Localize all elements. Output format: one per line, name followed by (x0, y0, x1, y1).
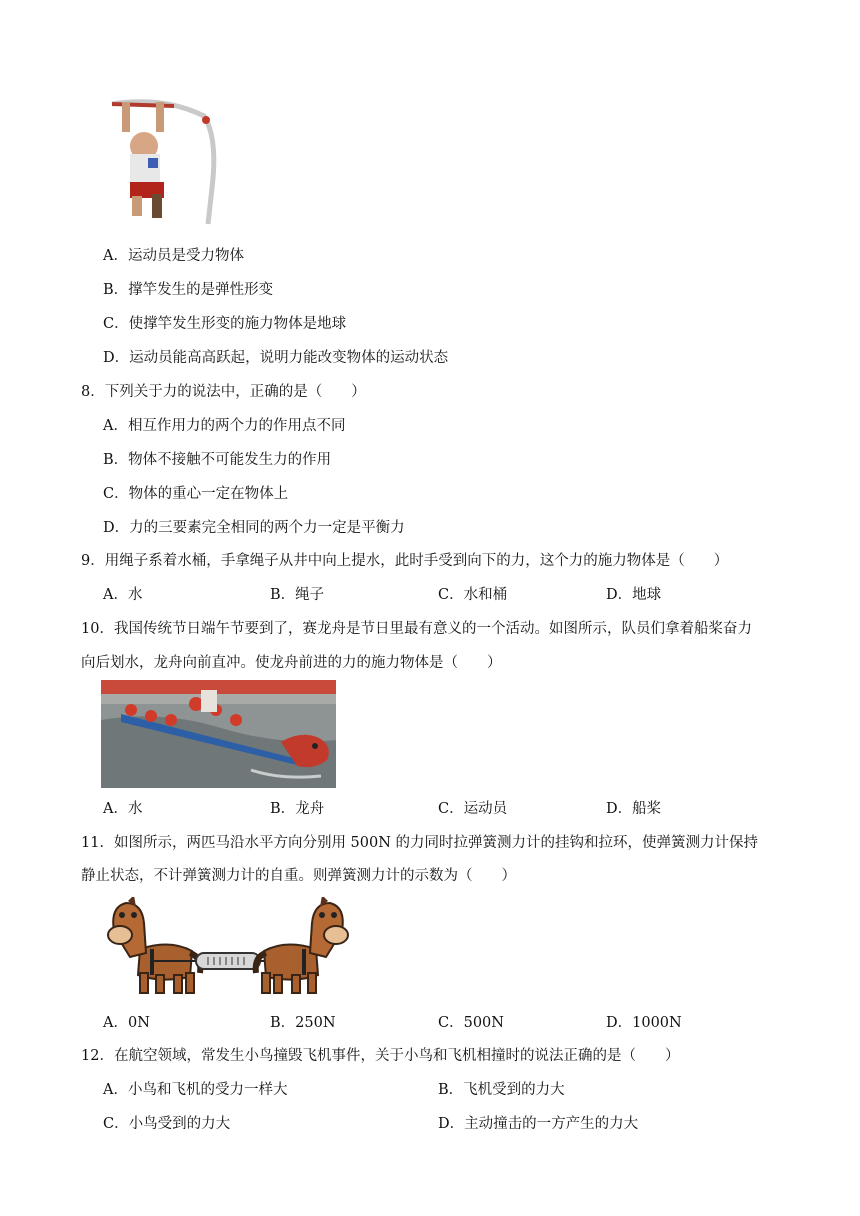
q9-option-d: D．地球 (606, 587, 662, 603)
q8-stem: 8．下列关于力的说法中，正确的是（ ） (81, 384, 366, 400)
q12-option-d: D．主动撞击的一方产生的力大 (438, 1116, 639, 1132)
q10-option-b: B．龙舟 (270, 801, 325, 817)
q7-option-c: C．使撑竿发生形变的施力物体是地球 (103, 316, 347, 332)
q11-option-c: C．500N (438, 1015, 504, 1031)
q11-option-b: B．250N (270, 1015, 336, 1031)
q12-option-b: B．飞机受到的力大 (438, 1082, 565, 1098)
q11-stem-line1: 11．如图所示，两匹马沿水平方向分别用 500N 的力同时拉弹簧测力计的挂钩和拉环，使弹簧测力计保持 (81, 835, 759, 851)
q12-option-c: C．小鸟受到的力大 (103, 1116, 231, 1132)
q8-option-a: A．相互作用力的两个力的作用点不同 (103, 418, 346, 434)
q10-option-d: D．船桨 (606, 801, 662, 817)
q9-option-a: A．水 (103, 587, 143, 603)
dragon-boat-photo (101, 680, 336, 788)
q11-option-a: A．0N (103, 1015, 150, 1031)
q7-option-a: A．运动员是受力物体 (103, 248, 244, 264)
q8-option-b: B．物体不接触不可能发生力的作用 (103, 452, 332, 468)
q7-option-b: B．撑竿发生的是弹性形变 (103, 282, 274, 298)
q8-option-c: C．物体的重心一定在物体上 (103, 486, 289, 502)
q12-stem: 12．在航空领域，常发生小鸟撞毁飞机事件，关于小鸟和飞机相撞时的说法正确的是（ ） (81, 1048, 680, 1064)
right-horse-icon (256, 897, 348, 993)
q10-stem-line1: 10．我国传统节日端午节要到了，赛龙舟是节日里最有意义的一个活动。如图所示，队员们拿着船桨奋力 (81, 621, 752, 637)
q9-stem: 9．用绳子系着水桶，手拿绳子从井中向上提水，此时手受到向下的力，这个力的施力物体是（ ） (81, 553, 729, 569)
horses-spring-scale-figure (100, 897, 356, 1001)
q9-option-b: B．绳子 (270, 587, 325, 603)
q8-option-d: D．力的三要素完全相同的两个力一定是平衡力 (103, 520, 405, 536)
q10-option-c: C．运动员 (438, 801, 508, 817)
q10-stem-line2: 向后划水，龙舟向前直冲。使龙舟前进的力的施力物体是（ ） (81, 655, 502, 671)
q9-option-c: C．水和桶 (438, 587, 508, 603)
q11-stem-line2: 静止状态，不计弹簧测力计的自重。则弹簧测力计的示数为（ ） (81, 868, 516, 884)
q7-option-d: D．运动员能高高跃起，说明力能改变物体的运动状态 (103, 350, 449, 366)
q12-option-a: A．小鸟和飞机的受力一样大 (103, 1082, 288, 1098)
pole-vaulter-figure (104, 98, 222, 230)
q10-option-a: A．水 (103, 801, 143, 817)
left-horse-icon (108, 897, 200, 993)
q11-option-d: D．1000N (606, 1015, 682, 1031)
